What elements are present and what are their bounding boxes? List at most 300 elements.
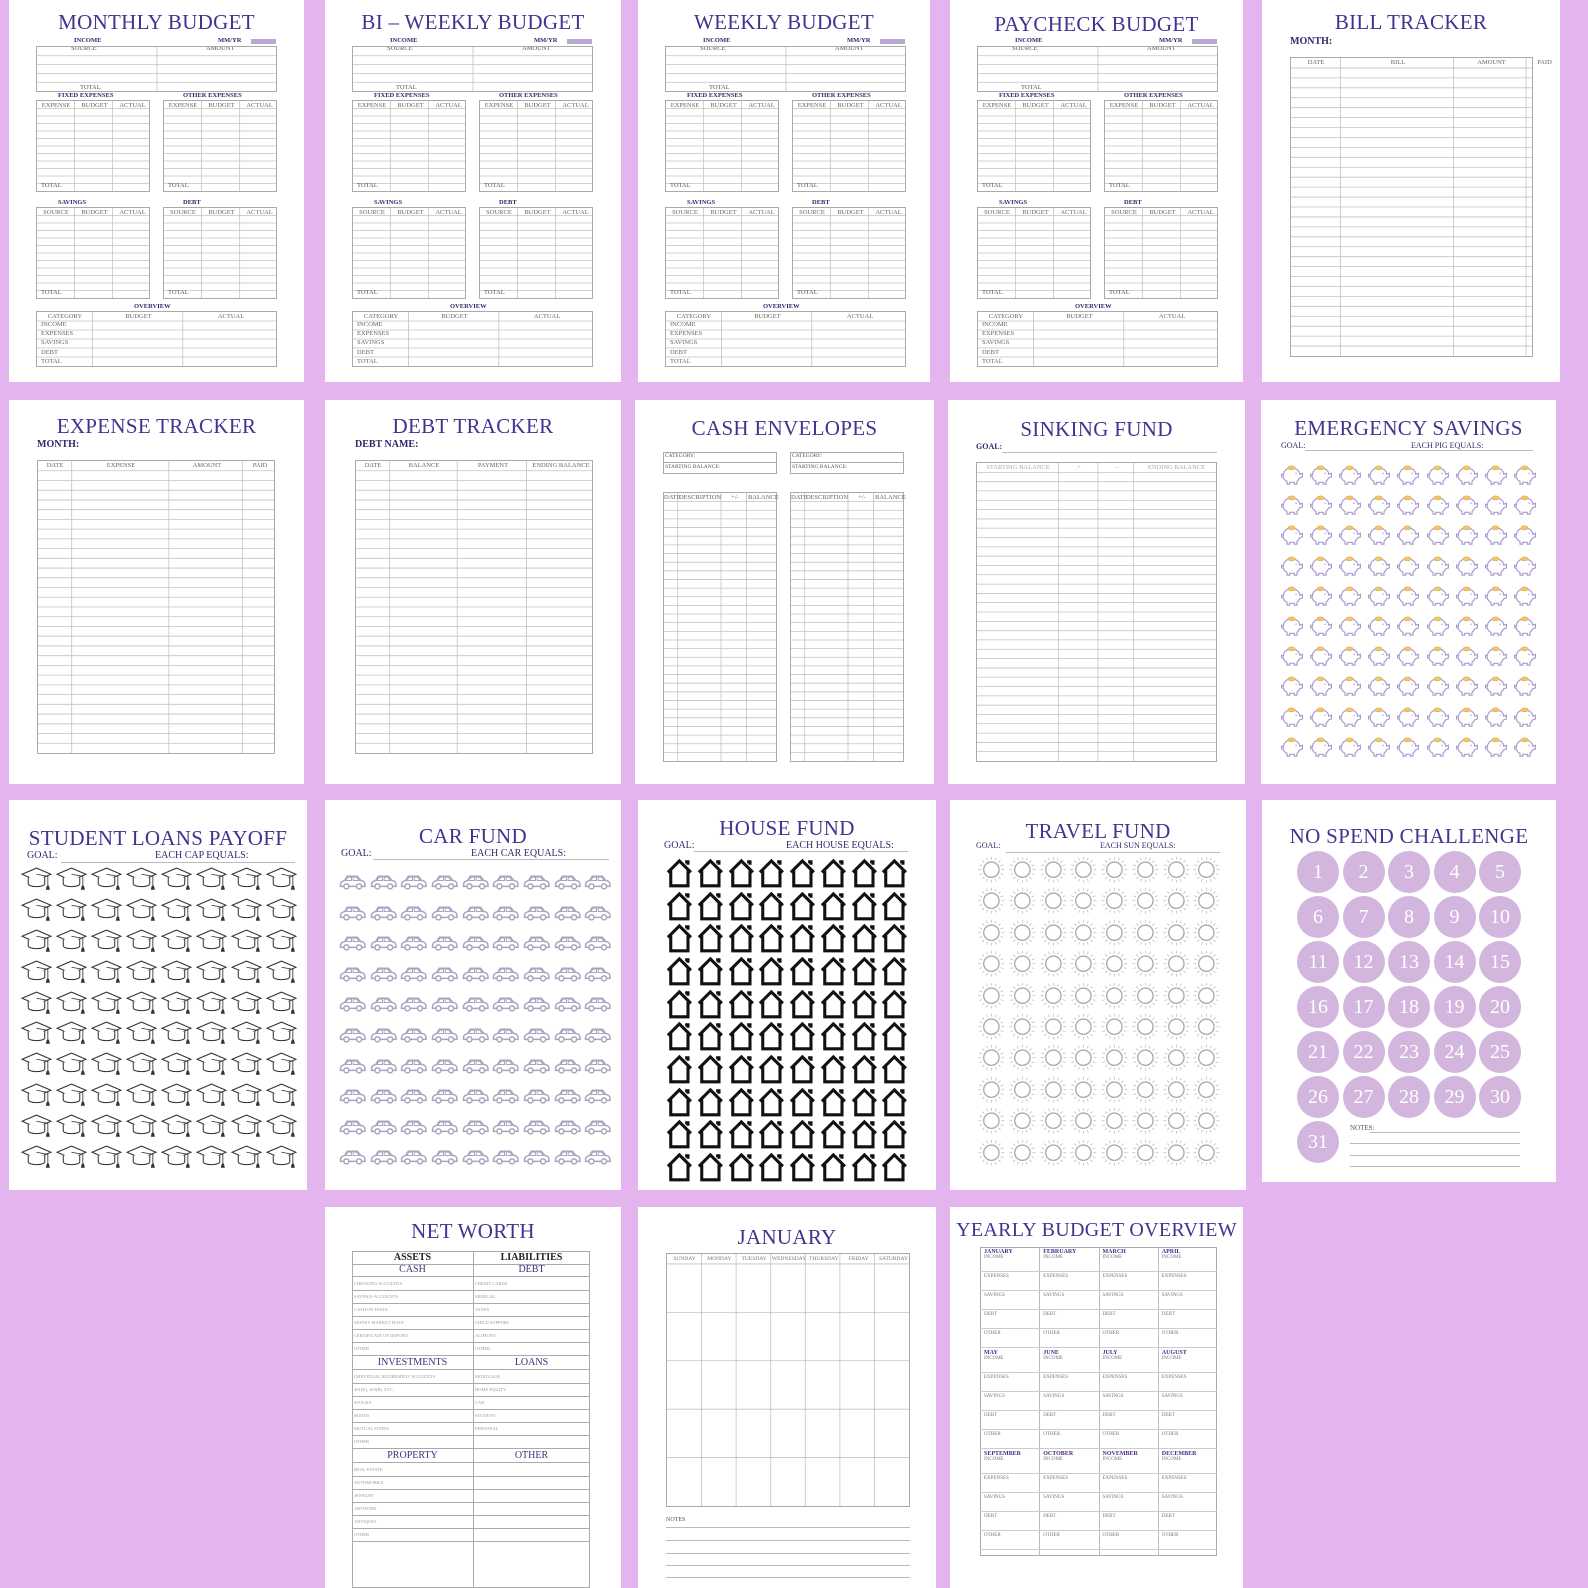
house-icon xyxy=(879,1020,910,1053)
divider xyxy=(1158,1549,1217,1550)
sun-icon xyxy=(1130,1042,1161,1073)
row-label: STOCKS xyxy=(354,1400,372,1405)
income-label: INCOME xyxy=(74,37,102,44)
sun-icon xyxy=(1191,917,1222,948)
row-label: STUDENT xyxy=(475,1413,496,1418)
graduation-cap-icon xyxy=(124,864,159,895)
divider xyxy=(1039,1448,1098,1449)
graduation-cap-icon xyxy=(159,895,194,926)
graduation-cap-icon xyxy=(19,926,54,957)
divider xyxy=(1039,1511,1098,1512)
piggy-bank-icon xyxy=(1306,581,1335,611)
piggy-bank-icon xyxy=(1277,520,1306,550)
row-label: OTHER xyxy=(984,1432,1001,1437)
divider xyxy=(980,1429,1039,1430)
graduation-cap-icon xyxy=(264,1080,299,1111)
overview-row-label: SAVINGS xyxy=(670,339,698,347)
car-icon xyxy=(368,866,399,897)
paycheck-budget-page xyxy=(950,0,1243,382)
day-circle: 2 xyxy=(1343,851,1385,893)
source-label: SOURCE xyxy=(700,45,726,52)
car-icon xyxy=(490,866,521,897)
notes-line xyxy=(666,1553,910,1554)
car-icon xyxy=(368,988,399,1019)
day-circle: 7 xyxy=(1343,896,1385,938)
graduation-cap-icon xyxy=(229,1111,264,1142)
car-icon xyxy=(337,1141,368,1172)
date-highlight xyxy=(880,39,905,44)
mmyr-label: MM/YR xyxy=(847,37,871,44)
sun-icon xyxy=(976,1011,1007,1042)
graduation-cap-icon xyxy=(229,1018,264,1049)
day-circle: 20 xyxy=(1479,986,1521,1028)
mmyr-label: MM/YR xyxy=(534,37,558,44)
graduation-cap-icon xyxy=(89,1049,124,1080)
row-label: ALIMONY xyxy=(475,1333,497,1338)
page-title: CAR FUND xyxy=(418,824,527,848)
overview-table xyxy=(665,311,906,367)
house-icon xyxy=(818,1020,849,1053)
income-label: INCOME xyxy=(703,37,731,44)
graduation-cap-icon xyxy=(264,1049,299,1080)
row-label: DEBT xyxy=(1043,1514,1057,1519)
graduation-cap-grid xyxy=(19,864,299,1164)
row-label: SAVINGS xyxy=(984,1293,1006,1298)
divider xyxy=(1039,1410,1098,1411)
overview-label: OVERVIEW xyxy=(1075,303,1112,310)
row-label: OTHER xyxy=(1043,1432,1060,1437)
other-expenses-table xyxy=(479,100,593,192)
house-icon xyxy=(664,1053,695,1086)
overview-label: OVERVIEW xyxy=(450,303,487,310)
overview-row-label: SAVINGS xyxy=(982,339,1010,347)
graduation-cap-icon xyxy=(89,864,124,895)
house-icon xyxy=(818,1151,849,1184)
savings-label: SAVINGS xyxy=(999,199,1028,206)
graduation-cap-icon xyxy=(194,864,229,895)
row-label: SAVINGS xyxy=(1161,1394,1183,1399)
divider xyxy=(980,1492,1039,1493)
divider xyxy=(980,1410,1039,1411)
sun-icon xyxy=(1068,885,1099,916)
column-header: ACTUAL xyxy=(846,313,874,320)
column-header: BUDGET xyxy=(524,102,551,109)
weekday-header: FRIDAY xyxy=(848,1256,869,1262)
total-label: TOTAL xyxy=(357,289,378,296)
house-icon xyxy=(818,1053,849,1086)
column-header: PAID xyxy=(252,462,268,469)
house-icon xyxy=(787,1086,818,1119)
overview-row-label: INCOME xyxy=(670,321,696,328)
day-circle: 6 xyxy=(1297,896,1339,938)
fixed-expenses-table xyxy=(977,100,1091,192)
sun-icon xyxy=(1068,1074,1099,1105)
piggy-bank-icon xyxy=(1423,490,1452,520)
page-title: HOUSE FUND xyxy=(719,816,855,840)
month-heading: NOVEMBER xyxy=(1102,1451,1138,1457)
car-icon xyxy=(582,1080,613,1111)
row-label: INCOME xyxy=(984,1356,1004,1361)
other-expenses-table xyxy=(163,100,277,192)
graduation-cap-icon xyxy=(89,926,124,957)
house-icon xyxy=(849,988,880,1021)
savings-table xyxy=(352,207,466,299)
car-icon xyxy=(521,1080,552,1111)
graduation-cap-icon xyxy=(89,1142,124,1173)
section-heading: INVESTMENTS xyxy=(377,1357,448,1368)
starting-balance-label: STARTING BALANCE: xyxy=(665,464,721,470)
column-header: DATE xyxy=(664,494,681,501)
divider xyxy=(1039,1328,1098,1329)
house-icon xyxy=(787,890,818,923)
goal-label: GOAL: xyxy=(27,850,58,861)
piggy-bank-icon xyxy=(1335,611,1364,641)
car-icon xyxy=(368,1019,399,1050)
overview-table xyxy=(977,311,1218,367)
graduation-cap-icon xyxy=(159,1049,194,1080)
row-label: OTHER xyxy=(1102,1533,1120,1538)
car-icon xyxy=(552,1111,583,1142)
car-icon xyxy=(429,988,460,1019)
piggy-bank-icon xyxy=(1481,732,1510,762)
sun-icon xyxy=(1099,1011,1130,1042)
graduation-cap-icon xyxy=(159,957,194,988)
column-header: ACTUAL xyxy=(119,102,146,109)
sun-icon xyxy=(1038,1042,1069,1073)
row-label: OTHER xyxy=(1043,1331,1060,1336)
piggy-bank-icon xyxy=(1277,702,1306,732)
car-icon xyxy=(337,988,368,1019)
car-icon xyxy=(398,1141,429,1172)
sun-icon xyxy=(1130,1137,1161,1168)
divider xyxy=(352,1290,590,1291)
envelope-ledger xyxy=(663,492,777,762)
sun-icon xyxy=(1191,1137,1222,1168)
row-label: TAXES xyxy=(475,1307,490,1312)
piggy-bank-icon xyxy=(1277,641,1306,671)
income-table xyxy=(352,46,593,92)
row-label: INCOME xyxy=(1043,1457,1063,1462)
row-label: CAR xyxy=(475,1400,485,1405)
calendar-grid xyxy=(666,1253,910,1507)
sun-icon xyxy=(1099,917,1130,948)
divider xyxy=(1039,1247,1040,1556)
row-label: EXPENSES xyxy=(1161,1274,1187,1279)
notes-line xyxy=(666,1565,910,1566)
sun-icon xyxy=(1130,917,1161,948)
car-icon xyxy=(460,1141,491,1172)
piggy-bank-icon xyxy=(1306,551,1335,581)
house-icon xyxy=(849,857,880,890)
row-label: BONDS xyxy=(354,1413,370,1418)
overview-row-label: TOTAL xyxy=(982,357,1003,365)
divider xyxy=(1158,1492,1217,1493)
house-icon xyxy=(726,890,757,923)
row-label: INCOME xyxy=(984,1255,1004,1260)
car-icon xyxy=(552,1050,583,1081)
graduation-cap-icon xyxy=(264,895,299,926)
debt-table xyxy=(1104,207,1218,299)
column-header: BUDGET xyxy=(1149,102,1176,109)
divider xyxy=(352,1369,590,1370)
month-heading: FEBRUARY xyxy=(1043,1249,1077,1255)
piggy-bank-icon xyxy=(1452,581,1481,611)
divider xyxy=(1099,1429,1158,1430)
graduation-cap-icon xyxy=(159,988,194,1019)
emergency-savings-page xyxy=(1261,400,1556,784)
piggy-bank-icon xyxy=(1481,460,1510,490)
date-highlight xyxy=(1192,39,1217,44)
graduation-cap-icon xyxy=(19,957,54,988)
savings-table xyxy=(977,207,1091,299)
other-label: OTHER EXPENSES xyxy=(812,92,871,99)
day-circle: 23 xyxy=(1388,1031,1430,1073)
divider xyxy=(352,1448,590,1449)
row-label: CHECKING ACCOUNTS xyxy=(354,1281,403,1286)
row-label: DEBT xyxy=(984,1514,998,1519)
house-icon xyxy=(695,857,726,890)
piggy-bank-icon xyxy=(1452,641,1481,671)
column-header: AMOUNT xyxy=(1477,59,1506,66)
day-circle: 3 xyxy=(1388,851,1430,893)
car-icon xyxy=(552,1080,583,1111)
house-icon xyxy=(664,988,695,1021)
car-icon xyxy=(398,897,429,928)
row-label: MUTUAL FUNDS xyxy=(354,1426,389,1431)
row-label: OTHER xyxy=(984,1533,1001,1538)
piggy-bank-icon xyxy=(1364,581,1393,611)
sun-icon xyxy=(1161,885,1192,916)
row-label: SAVINGS xyxy=(1043,1394,1065,1399)
row-label: DEBT xyxy=(984,1413,998,1418)
sun-icon xyxy=(1161,917,1192,948)
debt-label: DEBT xyxy=(183,199,201,206)
row-label: DEBT xyxy=(1102,1413,1116,1418)
column-header: BUDGET xyxy=(208,209,235,216)
sun-icon xyxy=(976,885,1007,916)
car-icon xyxy=(398,1080,429,1111)
sun-icon xyxy=(976,917,1007,948)
piggy-bank-icon xyxy=(1393,490,1422,520)
divider xyxy=(1158,1347,1217,1348)
piggy-bank-icon xyxy=(1481,641,1510,671)
total-label: TOTAL xyxy=(484,182,505,189)
car-icon xyxy=(582,866,613,897)
graduation-cap-icon xyxy=(54,1018,89,1049)
piggy-bank-icon xyxy=(1393,702,1422,732)
month-heading: MAY xyxy=(984,1350,998,1356)
house-icon xyxy=(695,1053,726,1086)
overview-row-label: DEBT xyxy=(41,348,58,356)
sun-icon xyxy=(1130,854,1161,885)
car-icon xyxy=(521,1019,552,1050)
car-fund-page xyxy=(325,800,621,1190)
day-circle: 14 xyxy=(1434,941,1476,983)
car-icon xyxy=(521,1111,552,1142)
graduation-cap-icon xyxy=(124,1049,159,1080)
row-label: INCOME xyxy=(1102,1457,1123,1462)
piggy-bank-icon xyxy=(1510,490,1539,520)
starting-balance-label: STARTING BALANCE: xyxy=(792,464,848,470)
car-icon xyxy=(490,1019,521,1050)
house-icon xyxy=(849,1053,880,1086)
car-icon xyxy=(521,1050,552,1081)
car-icon xyxy=(552,988,583,1019)
page-title: NO SPEND CHALLENGE xyxy=(1289,824,1529,848)
column-header: SOURCE xyxy=(43,209,69,216)
row-label: MORTGAGE xyxy=(475,1374,501,1379)
overview-row-label: SAVINGS xyxy=(357,339,385,347)
sun-icon xyxy=(976,980,1007,1011)
piggy-bank-icon xyxy=(1364,702,1393,732)
house-icon xyxy=(849,890,880,923)
row-label: OTHER xyxy=(1102,1331,1120,1336)
column-header: BUDGET xyxy=(754,313,781,320)
sun-icon xyxy=(1191,854,1222,885)
car-icon xyxy=(582,988,613,1019)
graduation-cap-icon xyxy=(89,1111,124,1142)
graduation-cap-icon xyxy=(89,1018,124,1049)
piggy-bank-icon xyxy=(1481,611,1510,641)
divider xyxy=(1099,1372,1158,1373)
row-label: OTHER xyxy=(1161,1331,1179,1336)
car-icon xyxy=(582,927,613,958)
column-header: ACTUAL xyxy=(1158,313,1186,320)
house-icon xyxy=(787,1151,818,1184)
column-header: BUDGET xyxy=(208,102,235,109)
envelope-ledger xyxy=(790,492,904,762)
divider xyxy=(1099,1328,1158,1329)
sun-icon xyxy=(1161,854,1192,885)
month-heading: JANUARY xyxy=(984,1249,1013,1255)
debt-label: DEBT xyxy=(499,199,517,206)
each-cap-label: EACH CAP EQUALS: xyxy=(155,850,249,861)
sun-icon xyxy=(1007,1011,1038,1042)
page-title: EXPENSE TRACKER xyxy=(56,414,257,438)
car-icon xyxy=(490,958,521,989)
car-icon xyxy=(368,1050,399,1081)
section-heading: DEBT xyxy=(518,1264,545,1275)
column-header: SOURCE xyxy=(984,209,1010,216)
graduation-cap-icon xyxy=(89,895,124,926)
sun-icon xyxy=(1099,948,1130,979)
piggy-bank-icon xyxy=(1364,732,1393,762)
day-circles xyxy=(1297,851,1521,1163)
row-label: EXPENSES xyxy=(1102,1476,1128,1481)
page-title: SINKING FUND xyxy=(1020,417,1173,441)
column-header: ACTUAL xyxy=(435,102,462,109)
sun-grid xyxy=(976,854,1222,1168)
sun-icon xyxy=(1038,948,1069,979)
sun-icon xyxy=(1099,1042,1130,1073)
piggy-bank-icon xyxy=(1364,671,1393,701)
sun-icon xyxy=(1007,854,1038,885)
overview-table xyxy=(36,311,277,367)
car-icon xyxy=(398,1050,429,1081)
car-icon xyxy=(429,1080,460,1111)
graduation-cap-icon xyxy=(159,1142,194,1173)
notes-label: NOTES: xyxy=(1350,1124,1375,1132)
total-label: TOTAL xyxy=(1109,289,1130,296)
sun-icon xyxy=(1068,980,1099,1011)
piggy-bank-icon xyxy=(1335,460,1364,490)
row-label: ARTWORK xyxy=(354,1506,377,1511)
graduation-cap-icon xyxy=(194,1049,229,1080)
divider xyxy=(352,1476,590,1477)
divider xyxy=(980,1347,1039,1348)
total-label: TOTAL xyxy=(396,84,417,91)
sun-icon xyxy=(1191,1074,1222,1105)
row-label: OTHER xyxy=(354,1439,369,1444)
divider xyxy=(1099,1271,1158,1272)
graduation-cap-icon xyxy=(194,1018,229,1049)
column-header: DATE xyxy=(791,494,808,501)
savings-table xyxy=(36,207,150,299)
graduation-cap-icon xyxy=(159,1080,194,1111)
house-icon xyxy=(818,1118,849,1151)
sun-icon xyxy=(976,1137,1007,1168)
day-circle: 15 xyxy=(1479,941,1521,983)
sun-icon xyxy=(1191,1011,1222,1042)
house-icon xyxy=(849,955,880,988)
day-circle: 29 xyxy=(1434,1076,1476,1118)
piggy-bank-icon xyxy=(1306,702,1335,732)
divider xyxy=(1099,1492,1158,1493)
divider xyxy=(352,1276,590,1277)
car-icon xyxy=(429,897,460,928)
piggy-bank-icon xyxy=(1364,551,1393,581)
column-header: EXPENSE xyxy=(1109,102,1139,109)
column-header: EXPENSE xyxy=(484,102,514,109)
house-icon xyxy=(849,1151,880,1184)
day-circle: 8 xyxy=(1388,896,1430,938)
piggy-bank-icon xyxy=(1423,520,1452,550)
column-header: +/- xyxy=(858,494,866,501)
house-icon xyxy=(695,988,726,1021)
graduation-cap-icon xyxy=(194,1080,229,1111)
month-heading: MARCH xyxy=(1102,1249,1126,1255)
house-icon xyxy=(756,857,787,890)
row-label: EXPENSES xyxy=(1043,1476,1068,1481)
car-icon xyxy=(429,1050,460,1081)
column-header: ACTUAL xyxy=(217,313,245,320)
divider xyxy=(1158,1511,1217,1512)
house-icon xyxy=(849,1086,880,1119)
sun-icon xyxy=(1099,854,1130,885)
section-heading: OTHER xyxy=(514,1450,549,1461)
savings-label: SAVINGS xyxy=(687,199,716,206)
column-header: + xyxy=(1077,464,1081,471)
graduation-cap-icon xyxy=(54,926,89,957)
overview-row-label: INCOME xyxy=(982,321,1008,328)
weekday-header: WEDNESDAY xyxy=(771,1256,807,1262)
divider xyxy=(790,462,904,463)
piggy-bank-icon xyxy=(1423,611,1452,641)
month-label: MONTH: xyxy=(37,439,80,450)
divider xyxy=(473,1251,474,1588)
column-header: EXPENSE xyxy=(106,462,136,469)
day-circle: 4 xyxy=(1434,851,1476,893)
piggy-bank-icon xyxy=(1510,732,1539,762)
section-heading: CASH xyxy=(399,1264,426,1275)
weekly-budget-page xyxy=(638,0,930,382)
day-circle: 12 xyxy=(1343,941,1385,983)
piggy-bank-icon xyxy=(1393,641,1422,671)
car-icon xyxy=(368,1111,399,1142)
house-icon xyxy=(756,1053,787,1086)
overview-row-label: EXPENSES xyxy=(982,330,1015,338)
column-header: ENDING BALANCE xyxy=(1147,464,1206,471)
